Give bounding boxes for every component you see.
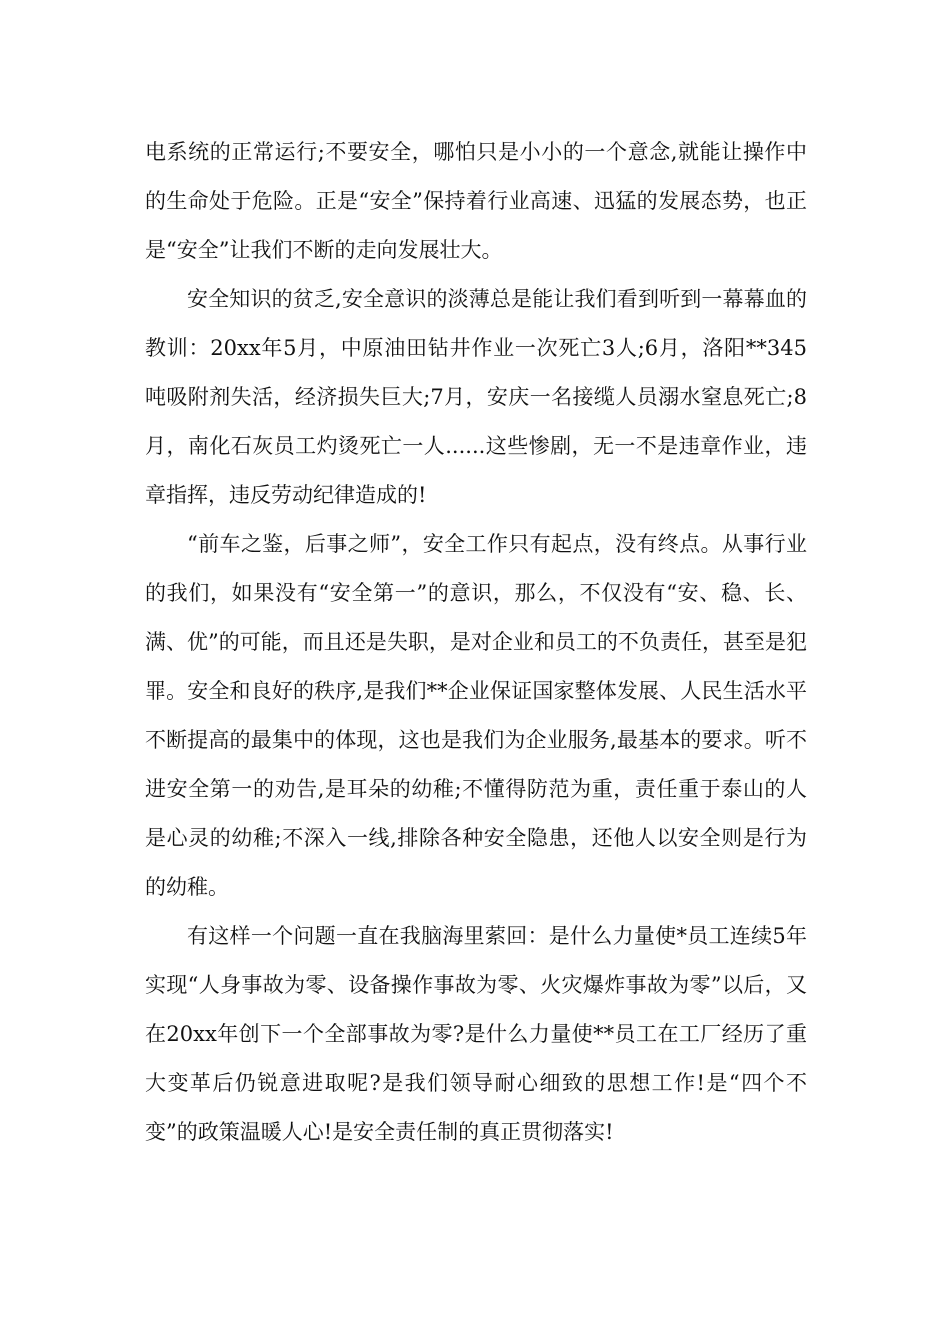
paragraph-2: 安全知识的贫乏,安全意识的淡薄总是能让我们看到听到一幕幕血的教训：20xx年5月，中原油田钻井作业一次死亡3人;6月，洛阳**345吨吸附剂失活，经济损失巨大;7月，安庆一名接缆人员溺水窒息死亡;8月，南化石灰员工灼烫死亡一人......这些惨剧，无一不是违章作业，违章指挥，违反劳动纪律造成的! bbox=[145, 287, 807, 507]
paragraph-4: 有这样一个问题一直在我脑海里萦回：是什么力量使*员工连续5年实现“人身事故为零、设备操作事故为零、火灾爆炸事故为零”以后，又在20xx年创下一个全部事故为零?是什么力量使**员工在工厂经历了重大变革后仍锐意进取呢?是我们领导耐心细致的思想工作!是“四个不变”的政策温暖人心!是安全责任制的真正贯彻落实! bbox=[145, 924, 807, 1144]
paragraph-1: 电系统的正常运行;不要安全，哪怕只是小小的一个意念,就能让操作中的生命处于危险。正是“安全”保持着行业高速、迅猛的发展态势，也正是“安全”让我们不断的走向发展壮大。 bbox=[145, 140, 807, 262]
paragraph-3: “前车之鉴，后事之师”，安全工作只有起点，没有终点。从事行业的我们，如果没有“安全第一”的意识，那么，不仅没有“安、稳、长、满、优”的可能，而且还是失职，是对企业和员工的不负责任，甚至是犯罪。安全和良好的秩序,是我们**企业保证国家整体发展、人民生活水平不断提高的最集中的体现，这也是我们为企业服务,最基本的要求。听不进安全第一的劝告,是耳朵的幼稚;不懂得防范为重，责任重于泰山的人是心灵的幼稚;不深入一线,排除各种安全隐患，还他人以安全则是行为的幼稚。 bbox=[145, 532, 807, 899]
document-body bbox=[145, 128, 807, 1157]
